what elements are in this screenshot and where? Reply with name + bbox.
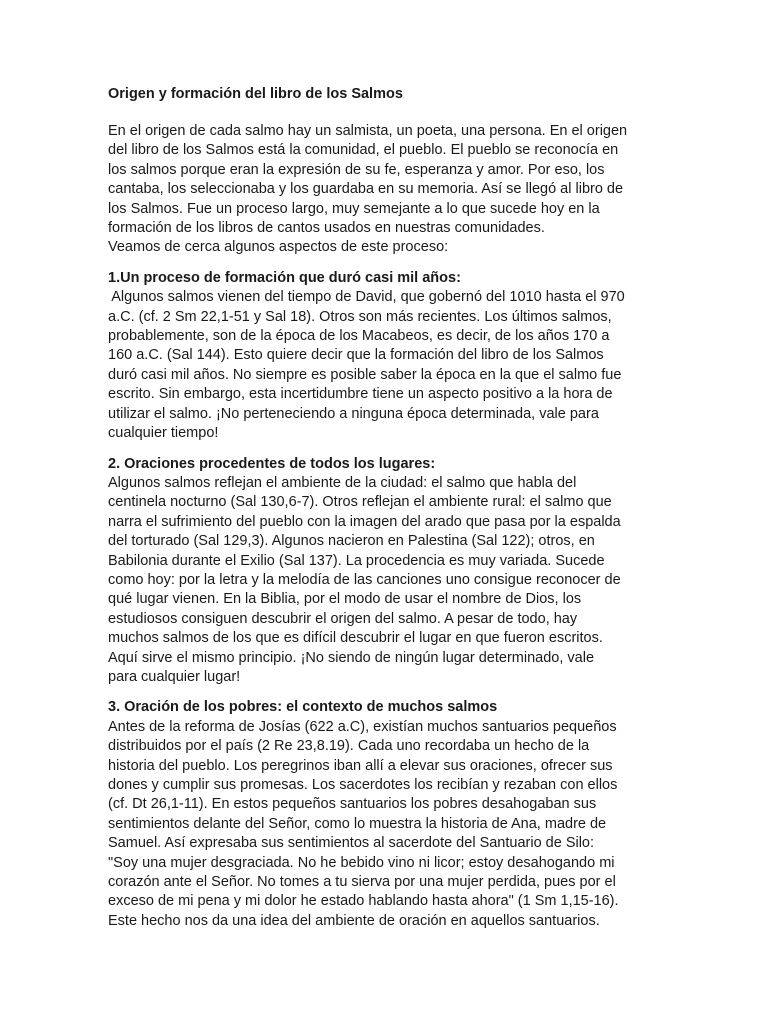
intro-line: los Salmos. Fue un proceso largo, muy semejante a lo que sucede hoy en la — [108, 200, 600, 217]
paragraph-line: muchos salmos de los que es difícil descubrir el lugar en que fueron escritos. — [108, 630, 603, 647]
section-2 — [108, 455, 668, 688]
section-heading: 2. Oraciones procedentes de todos los lugares: — [108, 455, 436, 472]
paragraph-line: exceso de mi pena y mi dolor he estado hablando hasta ahora" (1 Sm 1,15-16). — [108, 893, 619, 910]
paragraph-line: "Soy una mujer desgraciada. No he bebido vino ni licor; estoy desahogando mi — [108, 854, 615, 871]
paragraph-line: para cualquier lugar! — [108, 668, 241, 685]
paragraph-line: a.C. (cf. 2 Sm 22,1-51 y Sal 18). Otros son más recientes. Los últimos salmos, — [108, 308, 612, 325]
paragraph-line: escrito. Sin embargo, esta incertidumbre tiene un aspecto positivo a la hora de — [108, 386, 613, 403]
section-3 — [108, 698, 668, 931]
intro-line: del libro de los Salmos está la comunidad, el pueblo. El pueblo se reconocía en — [108, 142, 619, 159]
paragraph-line: estudiosos consiguen descubrir el origen del salmo. A pesar de todo, hay — [108, 610, 578, 627]
section-heading: 1.Un proceso de formación que duró casi mil años: — [108, 269, 461, 286]
paragraph-line: Samuel. Así expresaba sus sentimientos al sacerdote del Santuario de Silo: — [108, 835, 595, 852]
intro-paragraph — [108, 122, 668, 258]
section-paragraph — [108, 474, 668, 687]
section-paragraph — [108, 718, 668, 931]
intro-line: los salmos porque eran la expresión de su fe, esperanza y amor. Por eso, los — [108, 161, 605, 178]
paragraph-line: historia del pueblo. Los peregrinos iban allí a elevar sus oraciones, ofrecer sus — [108, 757, 613, 774]
intro-line: cantaba, los seleccionaba y los guardaba en su memoria. Así se llegó al libro de — [108, 181, 624, 198]
paragraph-line: Antes de la reforma de Josías (622 a.C), existían muchos santuarios pequeños — [108, 718, 617, 735]
section-heading: 3. Oración de los pobres: el contexto de muchos salmos — [108, 699, 498, 716]
paragraph-line: Aquí sirve el mismo principio. ¡No siendo de ningún lugar determinado, vale — [108, 649, 595, 666]
paragraph-line: qué lugar vienen. En la Biblia, por el modo de usar el nombre de Dios, los — [108, 591, 582, 608]
paragraph-line: como hoy: por la letra y la melodía de las canciones uno consigue reconocer de — [108, 571, 621, 588]
intro-line: Veamos de cerca algunos aspectos de este proceso: — [108, 239, 449, 256]
paragraph-line: del torturado (Sal 129,3). Algunos nacieron en Palestina (Sal 122); otros, en — [108, 533, 595, 550]
paragraph-line: distribuidos por el país (2 Re 23,8.19). Cada uno recordaba un hecho de la — [108, 738, 590, 755]
document-page — [108, 84, 668, 931]
intro-line: formación de los libros de cantos usados en nuestras comunidades. — [108, 220, 545, 237]
paragraph-line: Babilonia durante el Exilio (Sal 137). La procedencia es muy variada. Sucede — [108, 552, 605, 569]
paragraph-line: cualquier tiempo! — [108, 425, 219, 442]
paragraph-line: Algunos salmos reflejan el ambiente de la ciudad: el salmo que habla del — [108, 474, 577, 491]
section-1 — [108, 269, 668, 444]
paragraph-line: duró casi mil años. No siempre es posible saber la época en la que el salmo fue — [108, 366, 622, 383]
paragraph-line: probablemente, son de la época de los Macabeos, es decir, de los años 170 a — [108, 328, 610, 345]
paragraph-line: utilizar el salmo. ¡No perteneciendo a ninguna época determinada, vale para — [108, 405, 599, 422]
paragraph-line: 160 a.C. (Sal 144). Esto quiere decir que la formación del libro de los Salmos — [108, 347, 604, 364]
paragraph-line: centinela nocturno (Sal 130,6-7). Otros reflejan el ambiente rural: el salmo que — [108, 494, 612, 511]
intro-line: En el origen de cada salmo hay un salmista, un poeta, una persona. En el origen — [108, 123, 628, 139]
section-paragraph — [108, 288, 668, 443]
paragraph-line: narra el sufrimiento del pueblo con la imagen del arado que pasa por la espalda — [108, 513, 621, 530]
paragraph-line: sentimientos delante del Señor, como lo muestra la historia de Ana, madre de — [108, 815, 607, 832]
paragraph-line: Este hecho nos da una idea del ambiente de oración en aquellos santuarios. — [108, 912, 600, 929]
paragraph-line: Algunos salmos vienen del tiempo de David, que gobernó del 1010 hasta el 970 — [108, 289, 625, 306]
paragraph-line: (cf. Dt 26,1-11). En estos pequeños santuarios los pobres desahogaban sus — [108, 796, 597, 813]
page-title: Origen y formación del libro de los Salmos — [108, 86, 403, 102]
paragraph-line: corazón ante el Señor. No tomes a tu sierva por una mujer perdida, pues por el — [108, 874, 616, 891]
paragraph-line: dones y cumplir sus promesas. Los sacerdotes los recibían y rezaban con ellos — [108, 777, 618, 793]
